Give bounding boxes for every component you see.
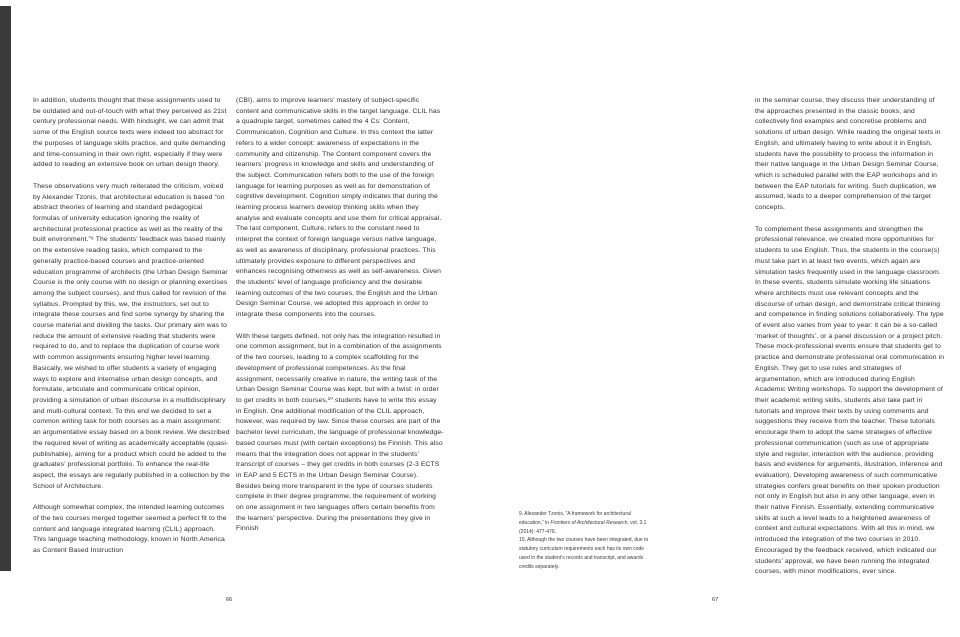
left-page-column-1 — [33, 96, 230, 557]
body-paragraph: (CBI), aims to improve learners’ mastery of subject-specific content and communicative skills in the target language. CLIL has a quadruple target, sometimes called the 4 Cs: Content, Communication, Cognition and Culture. In this context the latter refers to a wider concept: awareness of expectations in the community and citizenship. The Content component covers the learners’ progress in knowledge and skills and understanding of the subject. Communication refers both to the use of the foreign language for learning purposes as well as for demonstration of cognitive development. Cognition simply indicates that during the learning process learners develop thinking skills when they analyse and evaluate concepts and use them for critical appraisal. The last component, Culture, refers to the constant need to interpret the context of foreign language versus native language, as well as awareness of disciplinary, professional practices. This ultimately provides exposure to different perspectives and enhances recognising otherness as well as self-awareness. Given the students’ level of language proficiency and the desirable learning outcomes of the two courses, the English and the Urban Design Seminar Course, we adopted this approach in order to integrate these components into the courses. — [236, 97, 442, 319]
footnotes-block — [519, 510, 653, 572]
footnote-10: 10. Although the two courses have been integrated, due to statutory curriculum requirements each has its own code used in the student’s records and transcript, and awards credits separately. — [519, 537, 649, 570]
body-paragraph: Although somewhat complex, the intended learning outcomes of the two courses merged together seemed a perfect fit to the content and language integrated learning (CLIL) approach. This language teaching methodology, known in North America as Content Based Instruction — [33, 504, 227, 555]
left-page-column-2 — [236, 96, 444, 535]
right-page-column — [755, 96, 945, 578]
footnote-9-journal-title: Frontiers of Architectural Research — [550, 519, 628, 526]
book-spine-edge — [0, 6, 11, 571]
body-paragraph: These observations very much reiterated the criticism, voiced by Alexander Tzonis, that architectural education is based “on abstract theories of learning and standard pedagogical formulas of university education ignoring the reality of architectural professional practice as well as the reality of the built environment.”⁹ The students’ feedback was based mainly on the extensive reading tasks, which compared to the generally practice-based courses and practice-oriented education programme of architects (the Urban Design Seminar Course is the only course with no design or planning exercises among the subject courses), and thus called for revision of the syllabus. Prompted by this, we, the instructors, set out to integrate these courses and find some synergy by sharing the course material and dividing the tasks. Our primary aim was to reduce the amount of extensive reading that students were required to do, and to replace the duplication of course work with common assignments ensuring higher level learning. Basically, we wished to offer students a variety of engaging ways to explore and internalise urban design concepts, and formulate, articulate and communicate critical opinion, providing a simulation of urban discourse in a multidisciplinary and multi-cultural context. To this end we decided to set a common writing task for both courses as a main assignment: an argumentative essay based on a book review. We described the required level of writing as academically acceptable (quasi-publishable), aiming for a product which could be added to the graduates’ professional portfolio. To enhance the real-life aspect, the essays are regularly published in a collection by the School of Architecture. — [33, 182, 230, 490]
footnote-9-text: 9. Alexander Tzonis, “A framework for architectural education,” in — [519, 511, 631, 526]
body-paragraph: To complement these assignments and strengthen the professional relevance, we created more opportunities for students to use English. Thus, the students in the course(s) must take part in at least two events, which again are simulation tasks frequently used in the language classroom. In these events, students simulate working life situations where architects must use relevant concepts and the discourse of urban design, and demonstrate critical thinking and competence in finding solutions collaboratively. The type of event also varies from year to year: it can be a so-called ‘market of thoughts’, or a panel discussion or a project pitch. These mock-professional events ensure that students get to practice and demonstrate professional oral communication in English. They get to use rules and strategies of argumentation, which are introduced during English Academic Writing workshops. To support the development of their academic writing skills, students also take part in tutorials and improve their texts by using comments and suggestions they receive from the teacher. These tutorials encourage them to adopt the same strategies of effective professional communication (such as use of appropriate style and register, interaction with the audience, providing basis and evidence for arguments, illustration, inference and evaluation). Developing awareness of such communicative strategies confers great benefits on their spoken production not only in English but also in any other language, even in their native Finnish. Essentially, extending communicative skills at such a level leads to a heightened awareness of context and cultural expectations. With all this in mind, we introduced the integration of the two courses in 2010. Encouraged by the feedback received, which indicated our students’ approval, we have been running the integrated courses, with minor modifications, ever since. — [755, 225, 945, 576]
body-paragraph: With these targets defined, not only has the integration resulted in one common assignment, but in a combination of the assignments of the two courses, leading to a complex scaffolding for the development of professional competences. As the final assignment, necessarily creative in nature, the writing task of the Urban Design Seminar Course was kept, but with a twist: in order to get credits in both courses,¹⁰ students have to write this essay in English. One additional modification of the CLIL approach, however, was required by law. Since these courses are part of the bachelor level curriculum, the language of professional knowledge-based courses must (with certain exceptions) be Finnish. This also means that the integration does not appear in the students’ transcript of courses – they get credits in both courses (2-3 ECTS in EAP and 5 ECTS in the Urban Design Seminar Course). Besides being more transparent in the type of courses students complete in their degree programme, the requirement of working on one assignment in two languages offers certain benefits from the learners’ perspective. During the presentations they give in Finnish — [236, 332, 444, 533]
body-paragraph: in the seminar course, they discuss their understanding of the approaches presented in the classic books, and collectively find examples and concretise problems and solutions of urban design. While reading the original texts in English, and ultimately having to write about it in English, students have the possibility to process the information in their native language in the Urban Design Seminar Course, which is scheduled parallel with the EAP workshops and in between the EAP tutorials for writing. Such duplication, we assumed, leads to a deeper comprehension of the target concepts. — [755, 97, 941, 212]
page-number-left: 66 — [226, 597, 233, 603]
body-paragraph: In addition, students thought that these assignments used to be outdated and out-of-touch with what they perceived as 21st century professional needs. With hindsight, we can admit that some of the English source texts were indeed too abstract for the purposes of language skills practice, and quite demanding and time-consuming in their own right, especially if they were added to reading an extensive book on urban design theory. — [33, 97, 227, 169]
footnote-9 — [519, 510, 653, 536]
page-number-right: 67 — [712, 597, 719, 603]
footnote-9-citation-detail: , vol. 3.1 (2014): 477-479. — [519, 519, 647, 535]
